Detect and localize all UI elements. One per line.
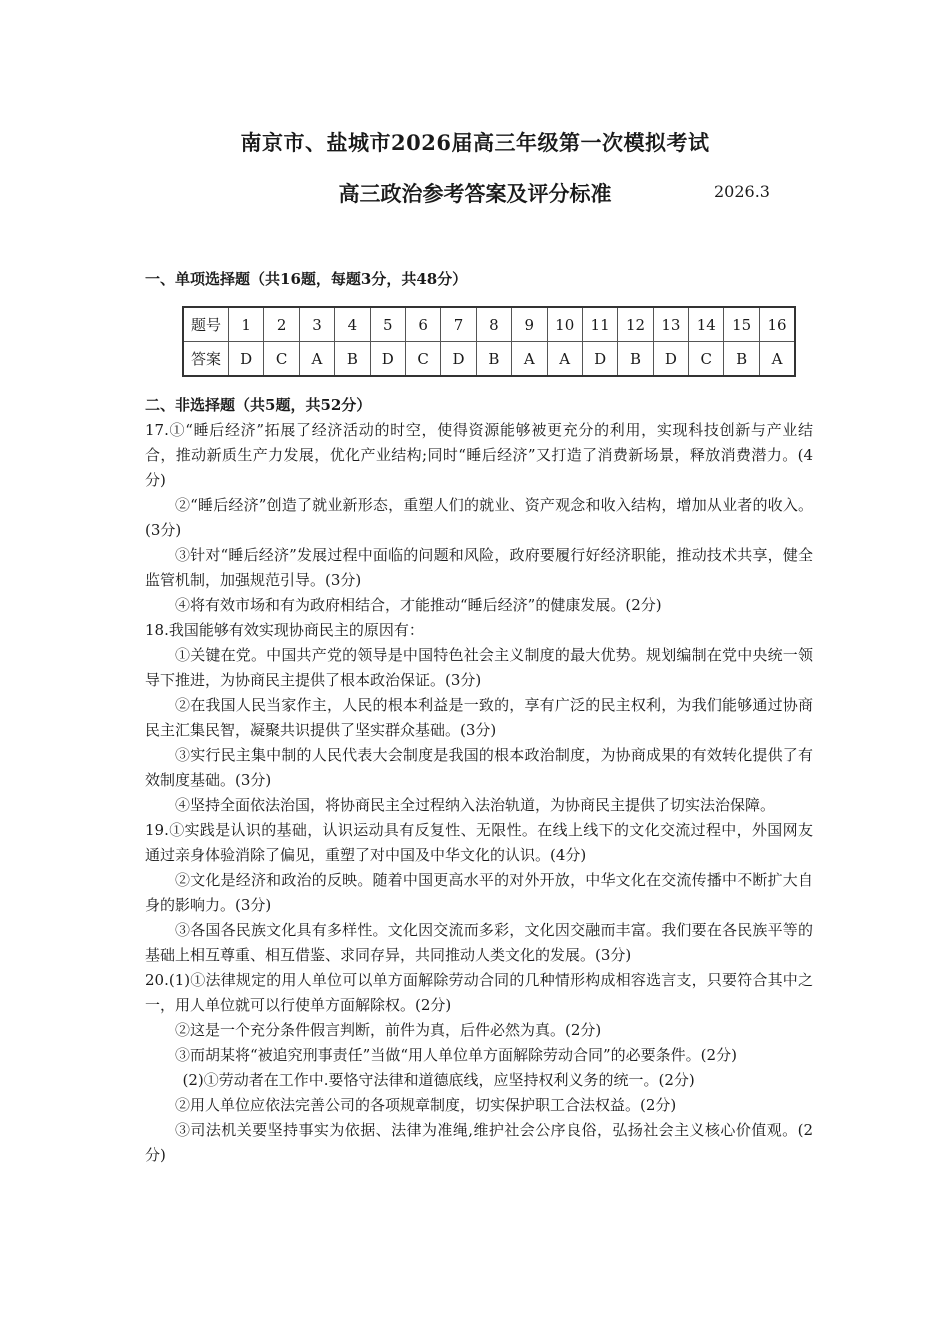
answer-paragraph: ③实行民主集中制的人民代表大会制度是我国的根本政治制度，为协商成果的有效转化提供了有效制度基础。(3分): [145, 746, 813, 789]
answer-row: [183, 342, 795, 377]
document-date: 2026.3: [714, 182, 770, 201]
answer-row-header: 答案: [183, 342, 229, 377]
answer-cell: C: [689, 342, 724, 377]
section-1-heading: 一、单项选择题（共16题，每题3分，共48分）: [145, 270, 468, 288]
question-number-cell: 1: [229, 307, 264, 342]
answer-cell: A: [547, 342, 582, 377]
section-2-answers: [145, 418, 813, 1168]
answer-paragraph: ③各国各民族文化具有多样性。文化因交流而多彩，文化因交融而丰富。我们要在各民族平等的基础上相互尊重、相互借鉴、求同存异，共同推动人类文化的发展。(3分): [145, 921, 813, 964]
answer-paragraph: ②在我国人民当家作主，人民的根本利益是一致的，享有广泛的民主权利，为我们能够通过协商民主汇集民智，凝聚共识提供了坚实群众基础。(3分): [145, 696, 813, 739]
exam-title: 南京市、盐城市2026届高三年级第一次模拟考试: [240, 130, 710, 155]
question-number-cell: 10: [547, 307, 582, 342]
answer-table: [182, 306, 796, 377]
answer-paragraph: 18.我国能够有效实现协商民主的原因有：: [145, 621, 424, 639]
answer-paragraph: ④将有效市场和有为政府相结合，才能推动“睡后经济”的健康发展。(2分): [175, 596, 662, 614]
answer-cell: B: [724, 342, 759, 377]
question-number-cell: 5: [370, 307, 405, 342]
answer-cell: A: [759, 342, 795, 377]
answer-cell: D: [370, 342, 405, 377]
answer-cell: B: [335, 342, 370, 377]
answer-paragraph: 17.①“睡后经济”拓展了经济活动的时空，使得资源能够被更充分的利用，实现科技创新与产业结合，推动新质生产力发展，优化产业结构;同时“睡后经济”又打造了消费新场景，释放消费潜力。(4分): [145, 421, 813, 489]
answer-cell: B: [476, 342, 511, 377]
question-number-cell: 15: [724, 307, 759, 342]
answer-paragraph: 19.①实践是认识的基础，认识运动具有反复性、无限性。在线上线下的文化交流过程中，外国网友通过亲身体验消除了偏见，重塑了对中国及中华文化的认识。(4分): [145, 821, 813, 864]
answer-paragraph: ②“睡后经济”创造了就业新形态，重塑人们的就业、资产观念和收入结构，增加从业者的收入。(3分): [145, 496, 813, 539]
question-number-cell: 7: [441, 307, 476, 342]
question-number-cell: 4: [335, 307, 370, 342]
answer-paragraph: ②这是一个充分条件假言判断，前件为真，后件必然为真。(2分): [175, 1021, 602, 1039]
question-number-cell: 14: [689, 307, 724, 342]
question-row-header: 题号: [183, 307, 229, 342]
section-2-heading: 二、非选择题（共5题，共52分）: [145, 396, 372, 414]
answer-cell: C: [264, 342, 299, 377]
question-number-cell: 11: [582, 307, 617, 342]
question-number-cell: 13: [653, 307, 688, 342]
answer-cell: D: [441, 342, 476, 377]
question-number-cell: 8: [476, 307, 511, 342]
question-number-cell: 9: [512, 307, 547, 342]
question-number-cell: 6: [405, 307, 440, 342]
answer-paragraph: ②用人单位应依法完善公司的各项规章制度，切实保护职工合法权益。(2分): [175, 1096, 677, 1114]
answer-paragraph: ②文化是经济和政治的反映。随着中国更高水平的对外开放，中华文化在交流传播中不断扩大自身的影响力。(3分): [145, 871, 813, 914]
answer-cell: B: [618, 342, 653, 377]
answer-paragraph: ③而胡某将“被追究刑事责任”当做“用人单位单方面解除劳动合同”的必要条件。(2分): [175, 1046, 737, 1064]
answer-cell: D: [653, 342, 688, 377]
section-2: [145, 393, 813, 1168]
answer-cell: A: [299, 342, 334, 377]
answer-paragraph: 20.(1)①法律规定的用人单位可以单方面解除劳动合同的几种情形构成相容选言支，只要符合其中之一，用人单位就可以行使单方面解除权。(2分): [145, 971, 813, 1014]
answer-paragraph: ④坚持全面依法治国，将协商民主全过程纳入法治轨道，为协商民主提供了切实法治保障。: [175, 796, 776, 814]
question-number-cell: 12: [618, 307, 653, 342]
answer-paragraph: (2)①劳动者在工作中.要恪守法律和道德底线，应坚持权利义务的统一。(2分): [182, 1071, 695, 1089]
question-number-cell: 2: [264, 307, 299, 342]
answer-paragraph: ③司法机关要坚持事实为依据、法律为准绳,维护社会公序良俗，弘扬社会主义核心价值观。(2分): [145, 1121, 813, 1164]
document-subtitle: 高三政治参考答案及评分标准: [338, 181, 612, 206]
answer-paragraph: ①关键在党。中国共产党的领导是中国特色社会主义制度的最大优势。规划编制在党中央统一领导下推进，为协商民主提供了根本政治保证。(3分): [145, 646, 813, 689]
question-number-row: [183, 307, 795, 342]
answer-paragraph: ③针对“睡后经济”发展过程中面临的问题和风险，政府要履行好经济职能，推动技术共享，健全监管机制，加强规范引导。(3分): [145, 546, 813, 589]
question-number-cell: 16: [759, 307, 795, 342]
answer-cell: A: [512, 342, 547, 377]
answer-cell: C: [405, 342, 440, 377]
question-number-cell: 3: [299, 307, 334, 342]
answer-cell: D: [582, 342, 617, 377]
answer-cell: D: [229, 342, 264, 377]
